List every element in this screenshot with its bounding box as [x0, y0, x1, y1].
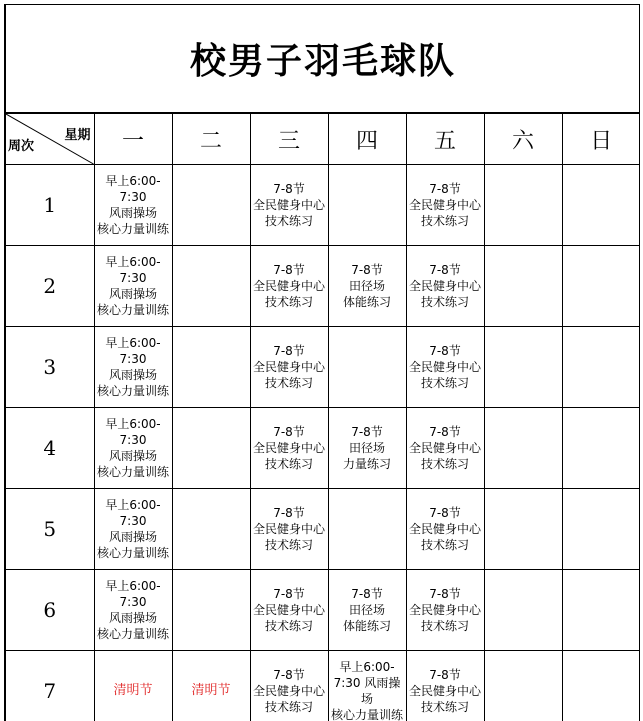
schedule-cell [406, 570, 484, 651]
cell-text: 7-8节 全民健身中心 技术练习 [408, 587, 481, 633]
schedule-cell [328, 570, 406, 651]
schedule-cell [94, 570, 172, 651]
schedule-body [6, 165, 640, 721]
header-day: 六 [484, 114, 562, 165]
cell-text: 早上6:00-7:30 风雨操场 核心力量训练 [96, 417, 169, 479]
schedule-cell [406, 165, 484, 246]
schedule-cell [484, 246, 562, 327]
cell-text: 7-8节 全民健身中心 技术练习 [408, 668, 481, 714]
schedule-cell [328, 327, 406, 408]
schedule-cell [562, 489, 640, 570]
schedule-cell [94, 327, 172, 408]
cell-text: 7-8节 全民健身中心 技术练习 [252, 587, 325, 633]
header-row [6, 114, 640, 165]
schedule-cell [328, 165, 406, 246]
header-day: 二 [172, 114, 250, 165]
schedule-cell [484, 489, 562, 570]
cell-text: 7-8节 全民健身中心 技术练习 [252, 425, 325, 471]
schedule-cell [94, 165, 172, 246]
page-title: 校男子羽毛球队 [189, 41, 456, 82]
schedule-cell [406, 408, 484, 489]
schedule-cell [94, 651, 172, 721]
cell-text: 早上6:00-7:30 风雨操场 核心力量训练 [96, 336, 169, 398]
schedule-cell [250, 327, 328, 408]
schedule-cell [328, 246, 406, 327]
table-row [6, 246, 640, 327]
cell-text: 早上6:00-7:30 风雨操场 核心力量训练 [96, 498, 169, 560]
week-number: 6 [6, 570, 94, 651]
corner-cell [6, 114, 94, 165]
cell-text: 清明节 [191, 683, 231, 698]
week-number: 4 [6, 408, 94, 489]
title-row [6, 5, 640, 113]
cell-text: 7-8节 田径场 体能练习 [342, 263, 391, 309]
schedule-cell [94, 408, 172, 489]
schedule-cell [562, 570, 640, 651]
cell-text: 7-8节 全民健身中心 技术练习 [408, 182, 481, 228]
schedule-cell [328, 489, 406, 570]
table-row [6, 651, 640, 721]
schedule-cell [172, 570, 250, 651]
cell-text: 7-8节 全民健身中心 技术练习 [252, 182, 325, 228]
cell-text: 早上6:00-7:30 风雨操场 核心力量训练 [330, 660, 403, 721]
week-number: 1 [6, 165, 94, 246]
schedule-cell [328, 651, 406, 721]
table-row [6, 570, 640, 651]
cell-text: 清明节 [113, 683, 153, 698]
schedule-cell [250, 651, 328, 721]
schedule-cell [250, 570, 328, 651]
schedule-cell [94, 489, 172, 570]
corner-label-week: 周次 [8, 139, 35, 154]
schedule-cell [484, 327, 562, 408]
schedule-cell [172, 246, 250, 327]
header-day: 一 [94, 114, 172, 165]
cell-text: 7-8节 全民健身中心 技术练习 [408, 344, 481, 390]
table-row [6, 408, 640, 489]
week-number: 2 [6, 246, 94, 327]
cell-text: 7-8节 田径场 体能练习 [342, 587, 391, 633]
schedule-cell [484, 165, 562, 246]
schedule-cell [406, 327, 484, 408]
schedule-cell [250, 165, 328, 246]
week-number: 3 [6, 327, 94, 408]
cell-text: 7-8节 全民健身中心 技术练习 [252, 668, 325, 714]
cell-text: 早上6:00-7:30 风雨操场 核心力量训练 [96, 174, 169, 236]
schedule-cell [562, 327, 640, 408]
header-day: 四 [328, 114, 406, 165]
schedule-cell [484, 408, 562, 489]
schedule-cell [562, 408, 640, 489]
schedule-table [6, 113, 640, 721]
cell-text: 7-8节 全民健身中心 技术练习 [408, 506, 481, 552]
schedule-sheet [4, 4, 640, 721]
cell-text: 7-8节 田径场 力量练习 [342, 425, 391, 471]
schedule-cell [250, 246, 328, 327]
schedule-cell [250, 408, 328, 489]
header-day: 日 [562, 114, 640, 165]
schedule-cell [406, 651, 484, 721]
schedule-cell [172, 489, 250, 570]
schedule-cell [172, 651, 250, 721]
header-day: 三 [250, 114, 328, 165]
cell-text: 7-8节 全民健身中心 技术练习 [408, 263, 481, 309]
schedule-cell [562, 651, 640, 721]
week-number: 7 [6, 651, 94, 721]
cell-text: 7-8节 全民健身中心 技术练习 [252, 506, 325, 552]
cell-text: 早上6:00-7:30 风雨操场 核心力量训练 [96, 579, 169, 641]
week-number: 5 [6, 489, 94, 570]
cell-text: 7-8节 全民健身中心 技术练习 [408, 425, 481, 471]
schedule-cell [406, 489, 484, 570]
cell-text: 早上6:00-7:30 风雨操场 核心力量训练 [96, 255, 169, 317]
header-day: 五 [406, 114, 484, 165]
schedule-cell [406, 246, 484, 327]
table-row [6, 327, 640, 408]
schedule-cell [172, 327, 250, 408]
schedule-cell [328, 408, 406, 489]
table-row [6, 165, 640, 246]
cell-text: 7-8节 全民健身中心 技术练习 [252, 263, 325, 309]
schedule-cell [250, 489, 328, 570]
schedule-cell [484, 570, 562, 651]
schedule-cell [172, 408, 250, 489]
schedule-cell [172, 165, 250, 246]
cell-text: 7-8节 全民健身中心 技术练习 [252, 344, 325, 390]
schedule-cell [562, 246, 640, 327]
schedule-cell [94, 246, 172, 327]
corner-label-day: 星期 [64, 128, 91, 143]
table-row [6, 489, 640, 570]
schedule-cell [484, 651, 562, 721]
schedule-cell [562, 165, 640, 246]
